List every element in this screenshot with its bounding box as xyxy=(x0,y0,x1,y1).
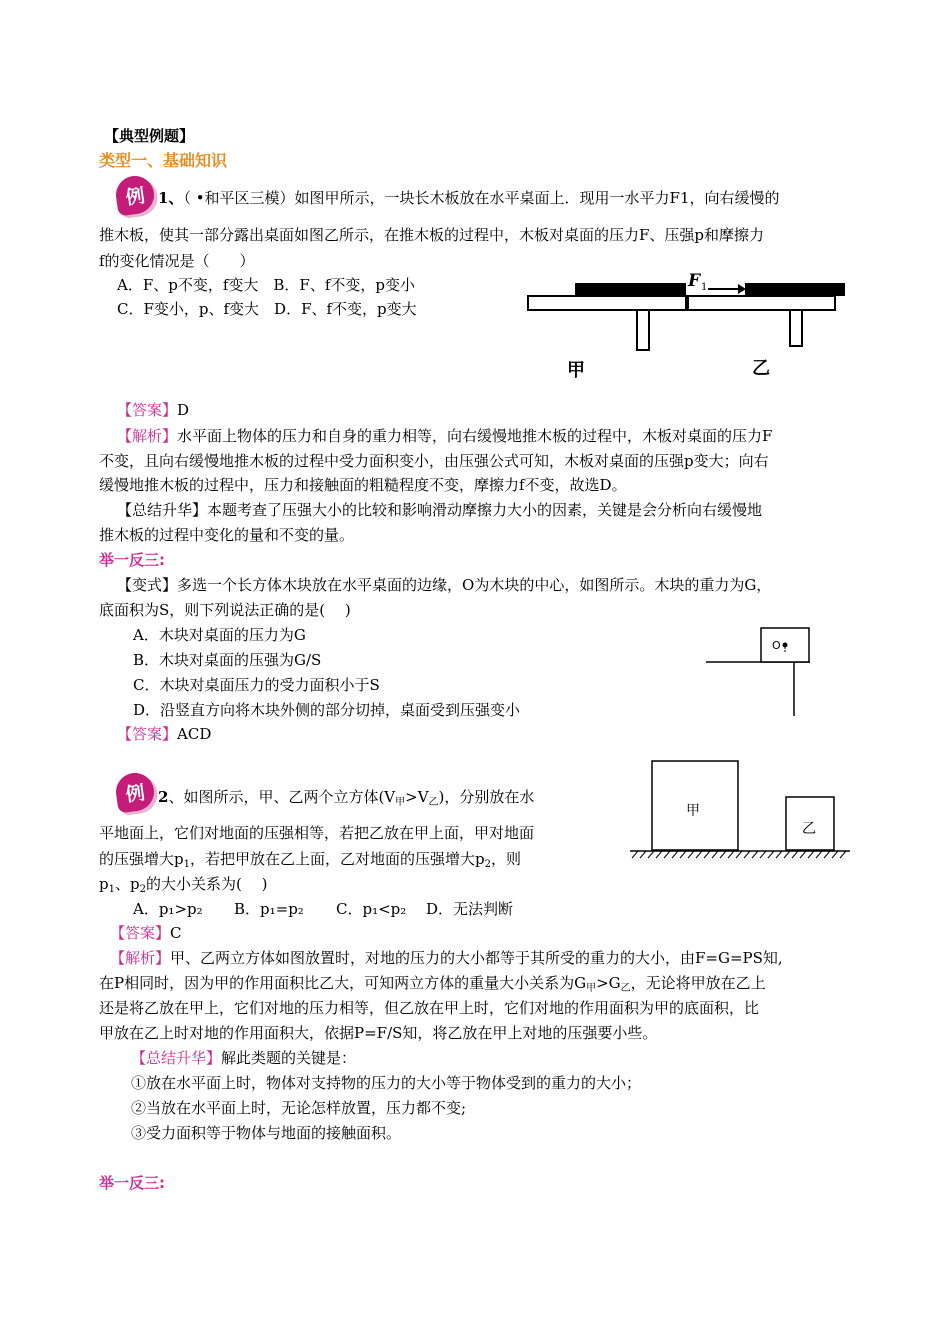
variant-label: 【变式】 xyxy=(117,576,178,594)
summary-intro: 解此类题的关键是： xyxy=(221,1049,357,1067)
ex2-q4-sub2: 2 xyxy=(139,884,146,895)
center-point xyxy=(783,643,788,648)
ex2-q4-c: 的大小关系为( ) xyxy=(145,875,268,893)
type1-title: 类型一、基础知识 xyxy=(99,151,228,170)
ex2-answer xyxy=(110,922,182,944)
ex2-summary-point2: ②当放在水平面上时，无论怎样放置，压力都不变; xyxy=(131,1099,467,1117)
ex2-q3-sub: 1 xyxy=(183,859,190,870)
ex2-q3-b: ，若把甲放在乙上面，乙对地面的压强增大p xyxy=(189,850,485,868)
ex2-q3-sub2: 2 xyxy=(484,859,491,870)
ex1-question-line1 xyxy=(158,187,780,209)
ex2-q3-c: ，则 xyxy=(490,850,521,868)
ex1-q-line1: （ •和平区三模）如图甲所示，一块长木板放在水平桌面上．现用一水平力F1，向右缓慢的 xyxy=(183,189,780,207)
ex2-summary-point3: ③受力面积等于物体与地面的接触面积。 xyxy=(131,1124,402,1142)
answer-value: D xyxy=(177,401,190,419)
ex2-analysis-line1 xyxy=(110,947,783,969)
ex1-summary-line2: 推木板的过程中变化的量和不变的量。 xyxy=(99,526,355,544)
ex2-option-c: C．p₁<p₂ xyxy=(336,900,407,918)
ex2-question-line1 xyxy=(158,786,534,814)
ex1-analysis-line3: 缓慢地推木板的过程中，压力和接触面的粗糙程度不变，摩擦力f不变，故选D。 xyxy=(99,476,627,494)
ex1-question-line2: 推木板，使其一部分露出桌面如图乙所示，在推木板的过程中，木板对桌面的压力F、压强p和摩擦力 xyxy=(99,226,765,244)
summary-label: 【总结升华】 xyxy=(131,1049,222,1067)
ex2-q4-b: 、p xyxy=(114,875,140,893)
center-label-o: O xyxy=(772,639,781,652)
force-label: F xyxy=(688,271,701,291)
section-header: 【典型例题】 xyxy=(104,127,195,145)
answer-value: ACD xyxy=(177,725,212,743)
ex2-summary-point1: ①放在水平面上时，物体对支持物的压力的大小等于物体受到的重力的大小； xyxy=(131,1074,642,1092)
variant1-option-b: B．木块对桌面的压强为G/S xyxy=(133,651,322,669)
juyi-label-2: 举一反三: xyxy=(99,1174,165,1192)
ex1-figure xyxy=(520,262,850,388)
analysis-label: 【解析】 xyxy=(110,949,171,967)
cube-jia-label: 甲 xyxy=(686,803,700,819)
analysis-label: 【解析】 xyxy=(117,427,178,445)
ex2-question-line2: 平地面上，它们对地面的压强相等，若把乙放在甲上面，甲对地面 xyxy=(99,824,535,842)
variant1-line1 xyxy=(117,574,771,596)
ex2-number: 2 xyxy=(158,788,169,806)
variant1-answer xyxy=(117,723,211,745)
ex2-analysis-line3: 还是将乙放在甲上，它们对地的压力相等，但乙放在甲上时，它们对地的作用面积为甲的底面积，比 xyxy=(99,999,760,1017)
ex1-analysis-line1 xyxy=(117,425,772,447)
ex2-a2-a: 在P相同时，因为甲的作用面积比乙大，可知两立方体的重量大小关系为G xyxy=(99,974,587,992)
answer-label: 【答案】 xyxy=(117,401,178,419)
ex2-q1-b: >V xyxy=(405,788,429,806)
ex2-analysis-line2 xyxy=(99,972,766,1000)
answer-value: C xyxy=(170,924,182,942)
yi-table-leg xyxy=(790,310,802,346)
ex2-question-line3 xyxy=(99,848,521,876)
ex2-analysis-line4: 甲放在乙上时对地的作用面积大，依据P=F/S知，将乙放在甲上对地的压强要小些。 xyxy=(99,1024,658,1042)
ground-hatch xyxy=(632,851,846,858)
variant1-option-d: D．沿竖直方向将木块外侧的部分切掉，桌面受到压强变小 xyxy=(133,701,521,719)
example-badge-2: 例 xyxy=(114,771,157,814)
ex2-question-line4 xyxy=(99,873,267,901)
ex2-option-a: A．p₁>p₂ xyxy=(133,900,203,918)
yi-board xyxy=(745,283,845,296)
jia-table-top xyxy=(528,296,686,310)
force-arrow-head xyxy=(738,284,746,294)
answer-label: 【答案】 xyxy=(117,725,178,743)
jia-table-leg xyxy=(637,310,649,350)
ex2-a2-sub1: 甲 xyxy=(586,983,597,994)
summary-label: 【总结升华】 xyxy=(117,501,208,519)
juyi-label-1: 举一反三: xyxy=(99,551,165,569)
yi-table-top xyxy=(688,296,835,310)
ex1-options-line1: A．F、p不变，f变大 B．F、f不变，p变小 xyxy=(117,276,415,294)
variant1-option-c: C．木块对桌面压力的受力面积小于S xyxy=(133,676,380,694)
analysis-text: 水平面上物体的压力和自身的重力相等，向右缓慢地推木板的过程中，木板对桌面的压力F xyxy=(177,427,773,445)
jia-board xyxy=(575,283,686,296)
ex2-a2-c: ，无论将甲放在乙上 xyxy=(630,974,766,992)
variant1-line2: 底面积为S，则下列说法正确的是( ) xyxy=(99,601,351,619)
example-badge-1: 例 xyxy=(114,174,157,217)
ex1-analysis-line2: 不变，且向右缓慢地推木板的过程中受力面积变小，由压强公式可知，木板对桌面的压强p变大；向右 xyxy=(99,452,769,470)
ex1-summary-line1 xyxy=(117,499,762,521)
ex1-answer xyxy=(117,399,189,421)
ex2-option-d: D．无法判断 xyxy=(426,900,514,918)
yi-label: 乙 xyxy=(752,358,770,379)
ex1-question-line3: f的变化情况是（ ） xyxy=(99,252,255,270)
ex2-q1-sub2: 乙 xyxy=(428,797,439,808)
ex2-q1-c: )，分别放在水 xyxy=(438,788,535,806)
ex2-summary-line xyxy=(131,1047,356,1069)
variant1-figure xyxy=(700,620,820,720)
ex2-q4-a: p xyxy=(99,875,109,893)
ex2-q1-sub1: 甲 xyxy=(395,797,406,808)
analysis-text: 甲、乙两立方体如图放置时，对地的压力的大小都等于其所受的重力的大小，由F=G=PS知, xyxy=(170,949,783,967)
ex2-q4-sub1: 1 xyxy=(108,884,115,895)
jia-label: 甲 xyxy=(567,360,585,381)
ex2-q1-a: 、如图所示，甲、乙两个立方体(V xyxy=(168,788,396,806)
force-label-sub: 1 xyxy=(701,282,708,293)
ex2-a2-sub2: 乙 xyxy=(620,983,631,994)
ex2-q3-a: 的压强增大p xyxy=(99,850,184,868)
variant-text: 多选一个长方体木块放在水平桌面的边缘，O为木块的中心，如图所示。木块的重力为G， xyxy=(177,576,772,594)
ex1-number: 1、 xyxy=(158,189,184,207)
cube-yi-label: 乙 xyxy=(802,821,816,837)
ex1-options-line2: C．F变小，p、f变大 D．F、f不变，p变大 xyxy=(117,300,417,318)
answer-label: 【答案】 xyxy=(110,924,171,942)
ex2-option-b: B．p₁=p₂ xyxy=(234,900,304,918)
ex2-a2-b: >G xyxy=(596,974,621,992)
ex2-figure xyxy=(628,755,853,865)
summary-text: 本题考查了压强大小的比较和影响滑动摩擦力大小的因素，关键是会分析向右缓慢地 xyxy=(207,501,763,519)
variant1-option-a: A．木块对桌面的压力为G xyxy=(133,626,306,644)
